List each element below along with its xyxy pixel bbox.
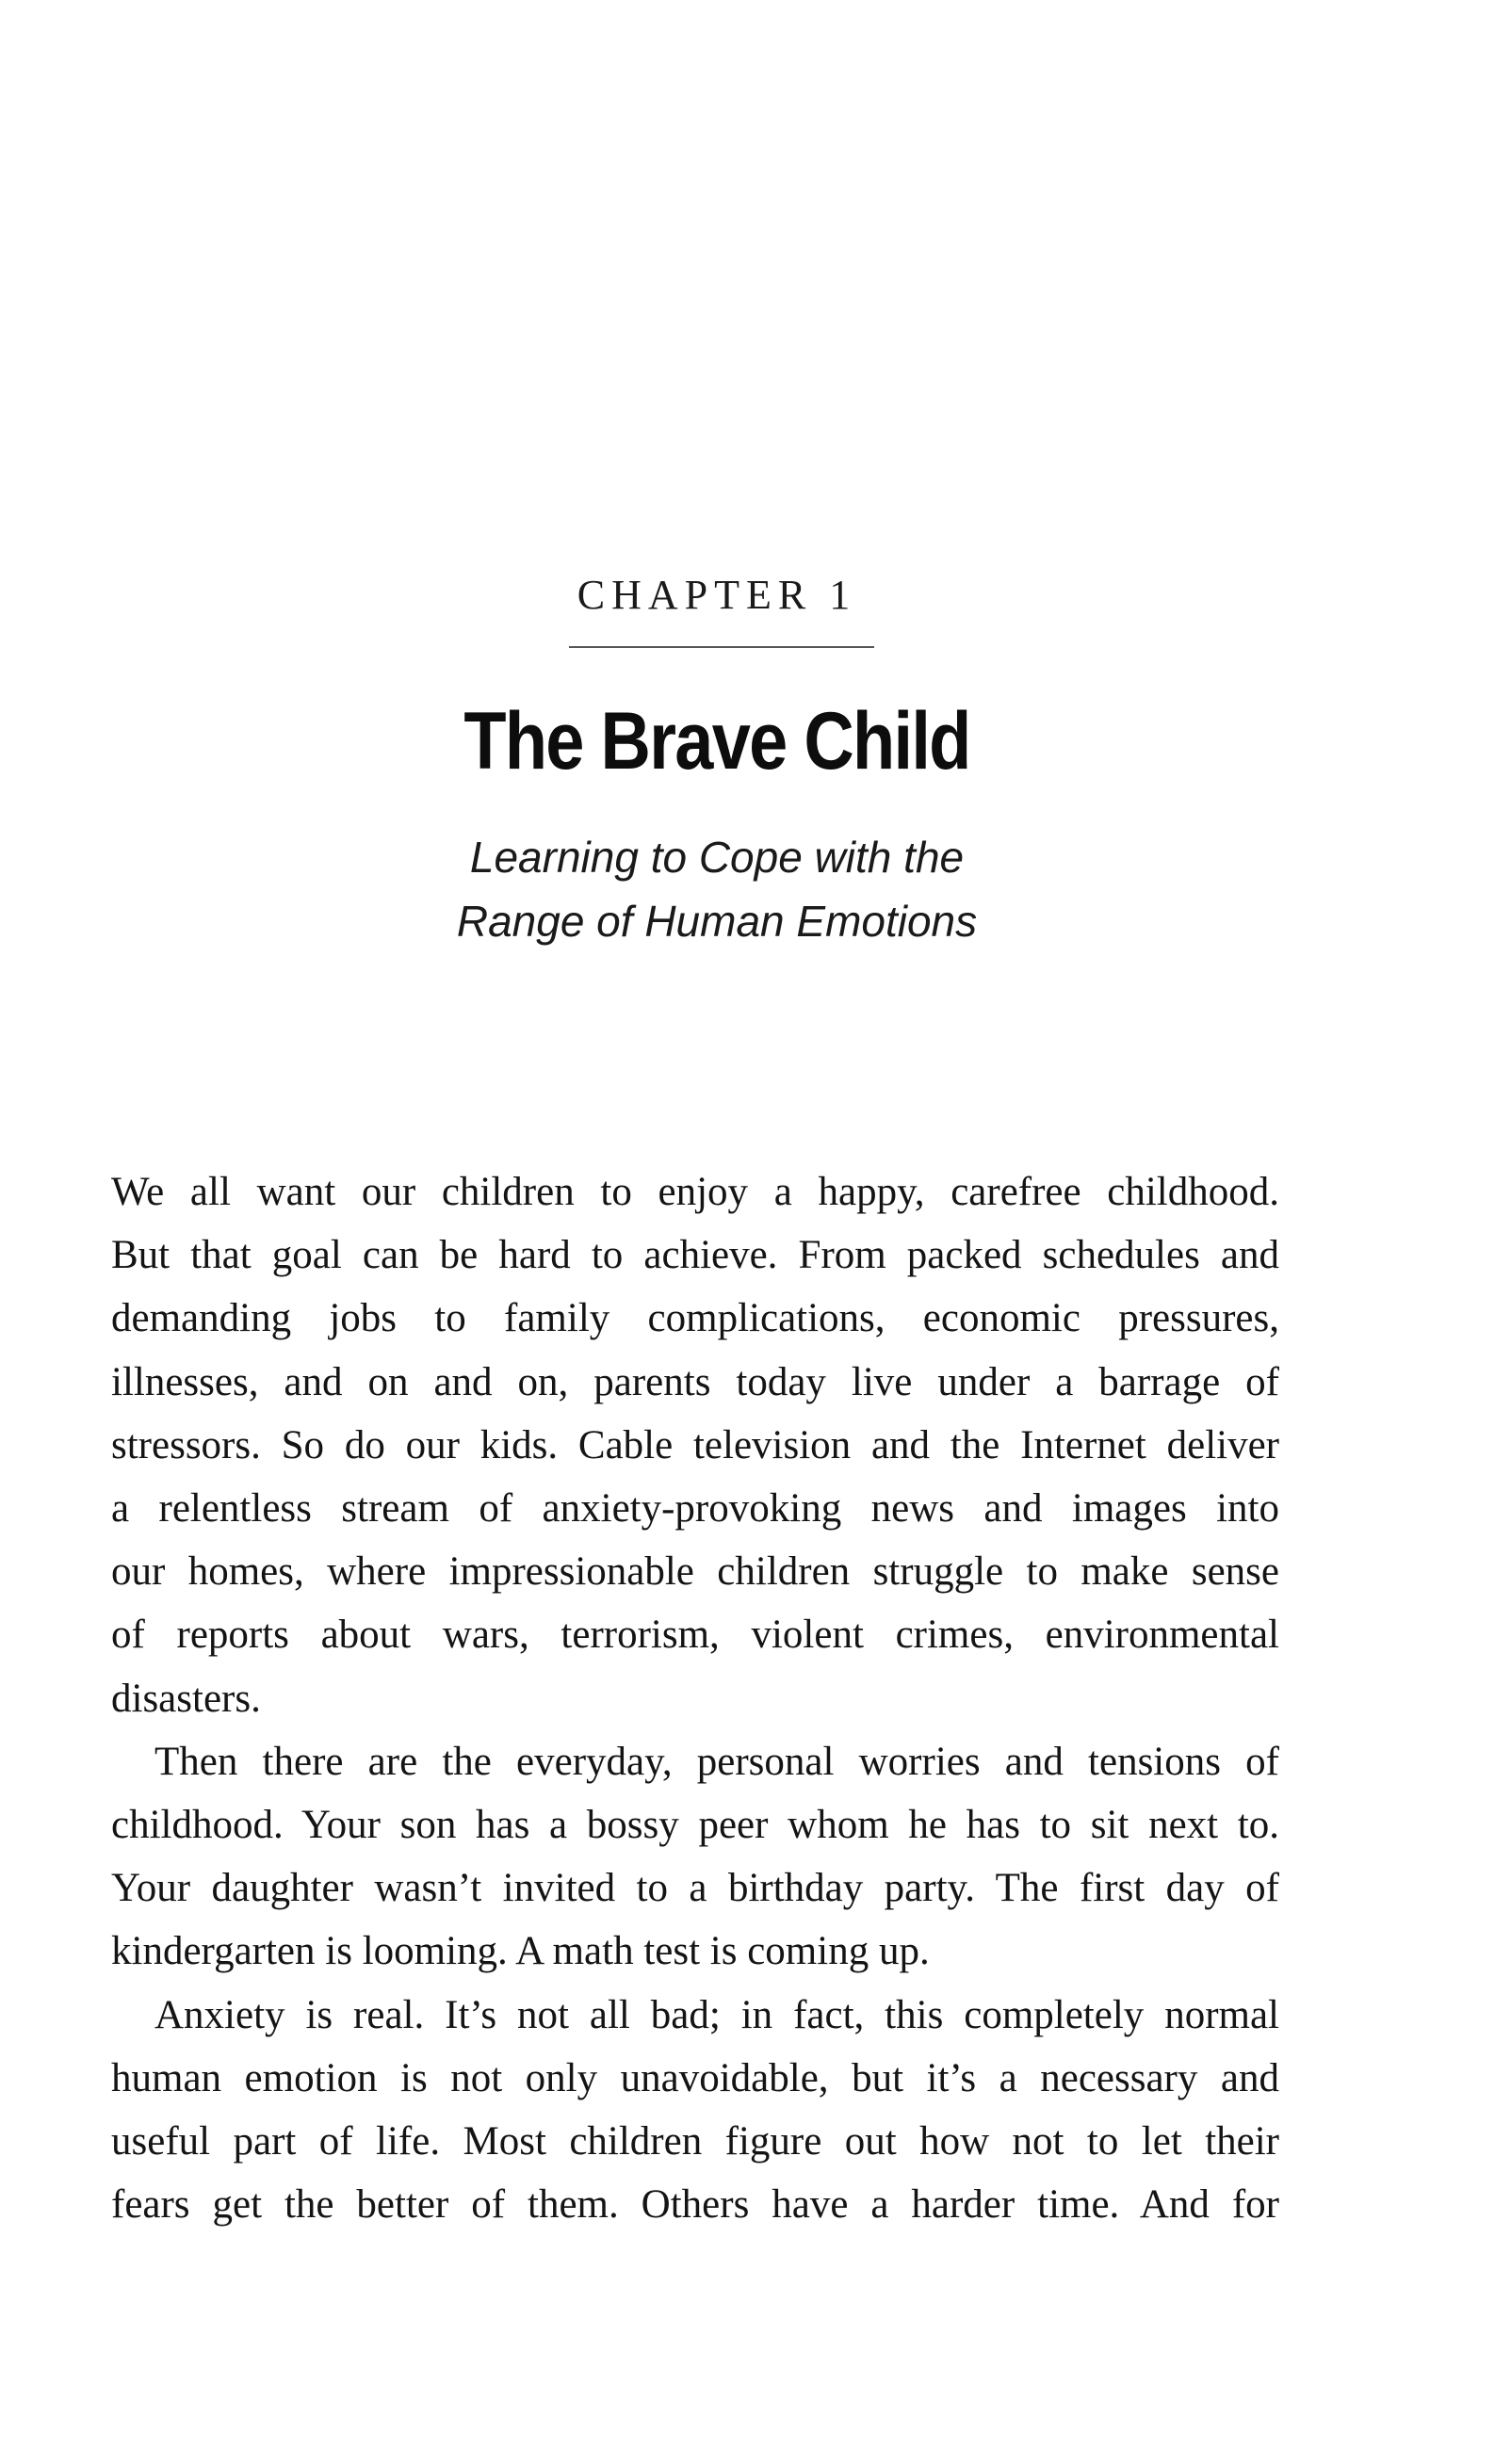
paragraph-line: our homes, where impressionable children struggle to make sense [111,1549,1279,1595]
paragraph-line: illnesses, and on and on, parents today live under a barrage of [111,1359,1279,1404]
paragraph-line: We all want our children to enjoy a happy, carefree childhood. [111,1170,1279,1214]
paragraph-line: stressors. So do our kids. Cable television and the Internet deliver [111,1422,1279,1467]
chapter-label: CHAPTER 1 [577,572,857,618]
paragraph-line: kindergarten is looming. A math test is coming up. [111,1929,930,1974]
chapter-subtitle-line: Range of Human Emotions [456,897,978,946]
paragraph-line: fears get the better of them. Others have a harder time. And for [111,2182,1279,2228]
chapter-title: The Brave Child [463,696,970,786]
paragraph-line: a relentless stream of anxiety-provoking news and images into [111,1486,1279,1532]
paragraph-line: Your daughter wasn’t invited to a birthday party. The first day of [111,1866,1279,1911]
chapter-subtitle [0,825,1434,953]
paragraph-line: disasters. [111,1676,261,1721]
paragraph-line: Anxiety is real. It’s not all bad; in fact, this completely normal [154,1992,1279,2037]
paragraph-line: Then there are the everyday, personal worries and tensions of [154,1739,1279,1784]
paragraph-line: childhood. Your son has a bossy peer whom he has to sit next to. [111,1803,1279,1848]
chapter-subtitle-line: Learning to Cope with the [469,833,965,882]
paragraph-line: useful part of life. Most children figure out how not to let their [111,2119,1279,2164]
paragraph-line: But that goal can be hard to achieve. From packed schedules and [111,1233,1279,1278]
paragraph-line: of reports about wars, terrorism, violent crimes, environmental [111,1613,1279,1658]
paragraph-line: human emotion is not only unavoidable, but it’s a necessary and [111,2055,1279,2100]
body-text [111,1160,1279,2236]
paragraph-line: demanding jobs to family complications, economic pressures, [111,1296,1279,1341]
chapter-divider-rule [569,646,874,648]
